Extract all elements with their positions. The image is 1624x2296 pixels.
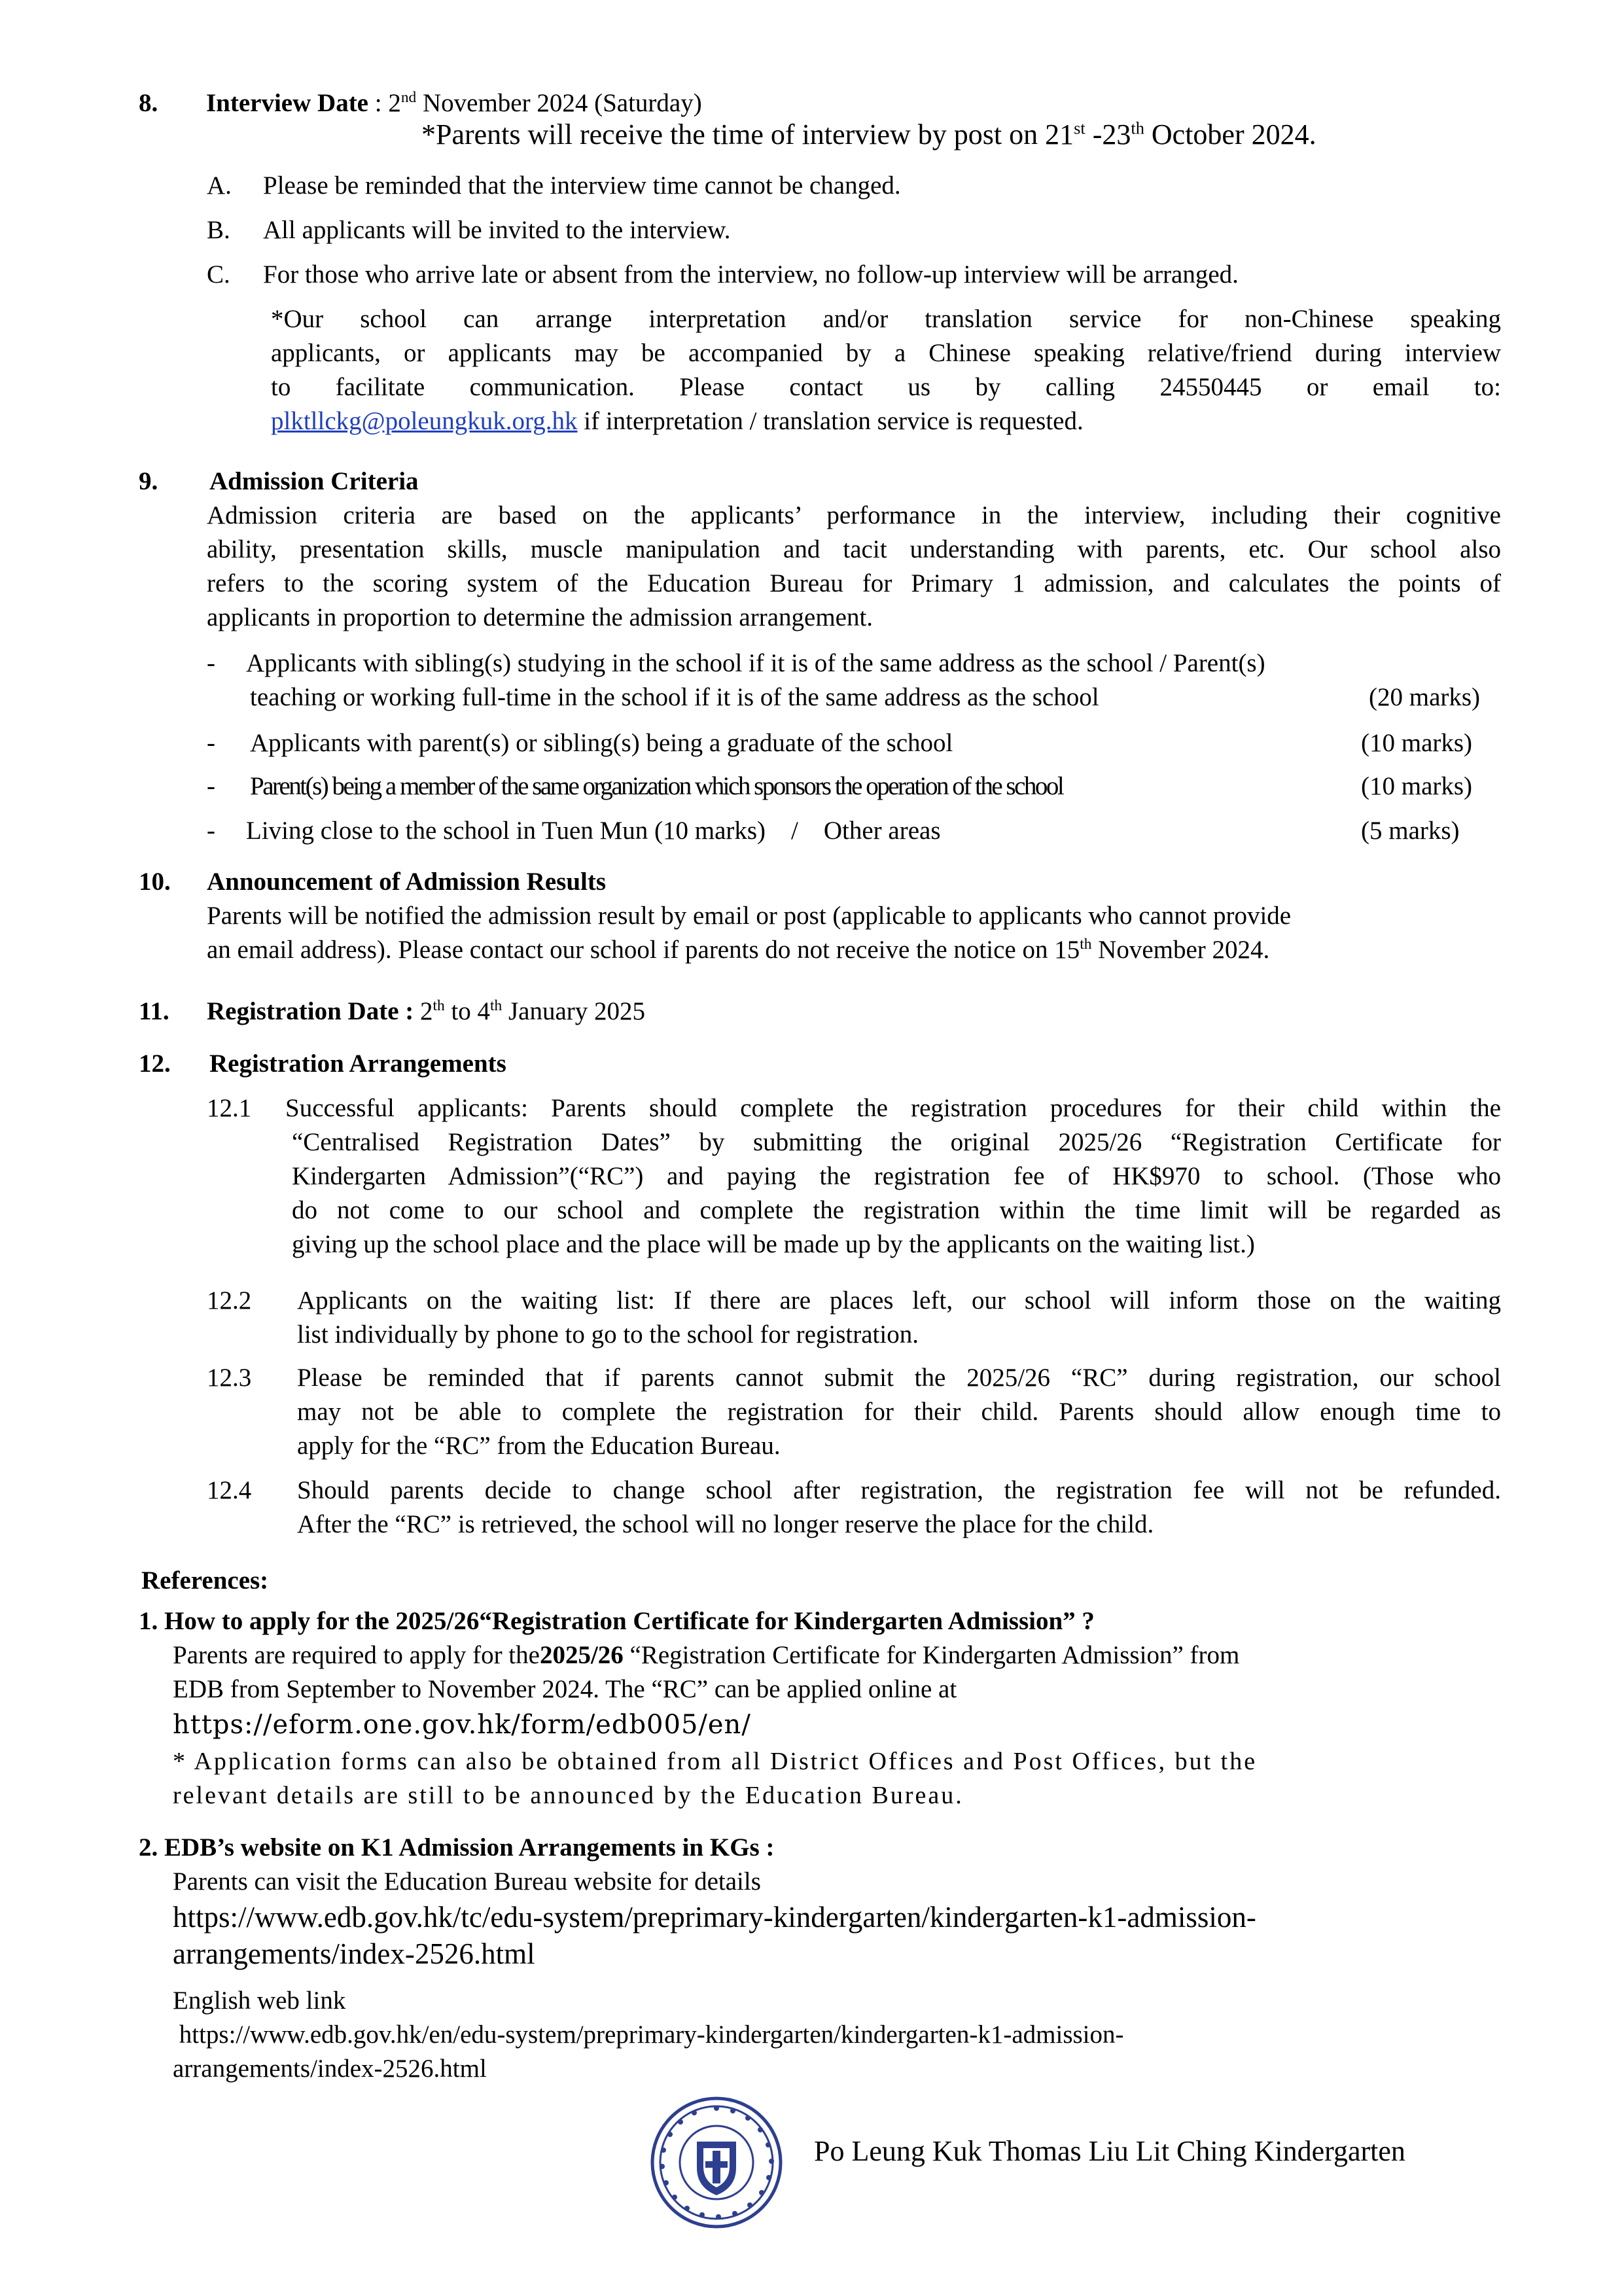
section-number: 9. <box>139 467 158 495</box>
section-registration-date <box>139 995 1500 1034</box>
english-link-label: English web link <box>173 1987 346 2015</box>
registration-date-label: Registration Date : <box>207 997 414 1025</box>
list-dash: - <box>207 772 215 800</box>
arrangement-line: list individually by phone to go to the school for registration. <box>297 1320 919 1349</box>
ordinal-suffix: st <box>1074 118 1086 138</box>
intro-line: ability, presentation skills, muscle manipulation and tacit understanding with parents, etc. Our school also <box>207 535 1501 563</box>
arrangement-line: Should parents decide to change school after registration, the registration fee will not be refunded. <box>297 1476 1501 1504</box>
registration-date-text: January 2025 <box>502 997 646 1025</box>
colon: : <box>368 89 389 117</box>
criteria-item-organization <box>207 769 1063 804</box>
note-tail: if interpretation / translation service is requested. <box>577 407 1084 435</box>
ordinal-suffix: th <box>490 997 503 1014</box>
rc-application-url[interactable]: https://eform.one.gov.hk/form/edb005/en/ <box>173 1710 751 1740</box>
criteria-text: teaching or working full-time in the school if it is of the same address as the school <box>250 683 1099 711</box>
section-interview <box>139 86 1500 453</box>
item-letter: C. <box>207 260 230 289</box>
criteria-marks: (10 marks) <box>1361 729 1473 757</box>
item-number: 12.2 <box>207 1286 252 1315</box>
interview-item-b <box>207 213 731 247</box>
section-registration-arrangements <box>139 1047 1500 1544</box>
admission-results-heading: Announcement of Admission Results <box>207 868 607 896</box>
reference-1-note: * Application forms can also be obtained from all District Offices and Post Offices, but the <box>173 1748 1258 1775</box>
section-number: 10. <box>139 868 171 896</box>
interview-date-rest: November 2024 (Saturday) <box>416 89 702 117</box>
item-text: All applicants will be invited to the interview. <box>263 216 731 244</box>
results-line: Parents will be notified the admission result by email or post (applicable to applicants who cannot provide <box>207 902 1292 930</box>
reference-2-intro: Parents can visit the Education Bureau website for details <box>173 1867 761 1896</box>
reference-1-line: EDB from September to November 2024. The “RC” can be applied online at <box>173 1675 957 1703</box>
intro-line: refers to the scoring system of the Education Bureau for Primary 1 admission, and calculates the points of <box>207 569 1501 597</box>
interpretation-note <box>271 302 1501 438</box>
arrangement-item-12-4 <box>297 1474 1501 1542</box>
criteria-item-living-close <box>207 814 941 848</box>
edb-en-url[interactable]: arrangements/index-2526.html <box>173 2055 487 2083</box>
reference-2-title: 2. EDB’s website on K1 Admission Arrangements in KGs : <box>139 1833 775 1862</box>
interview-notice <box>421 118 1316 152</box>
criteria-text: Parent(s) being a member of the same organization which sponsors the operation of the school <box>250 772 1063 800</box>
interview-day: 2 <box>388 89 401 117</box>
item-text: For those who arrive late or absent from the interview, no follow-up interview will be arranged. <box>263 260 1239 289</box>
item-text: Please be reminded that the interview time cannot be changed. <box>263 171 901 200</box>
reference-1-line <box>173 1638 1239 1672</box>
arrangement-line: Successful applicants: Parents should complete the registration procedures for their child within the <box>285 1094 1501 1122</box>
note-line: *Our school can arrange interpretation and/or translation service for non-Chinese speaking <box>271 305 1501 333</box>
interview-item-c <box>207 258 1239 292</box>
registration-date-line <box>207 995 645 1029</box>
reference-1-title: 1. How to apply for the 2025/26“Registration Certificate for Kindergarten Admission” ? <box>139 1607 1095 1635</box>
section-admission-criteria <box>139 465 1500 864</box>
criteria-marks: (20 marks) <box>1369 683 1481 711</box>
criteria-item-graduate <box>207 726 953 760</box>
item-letter: A. <box>207 171 232 200</box>
criteria-text: Living close to the school in Tuen Mun (10 marks) / Other areas <box>246 817 941 845</box>
admission-criteria-heading: Admission Criteria <box>209 467 419 495</box>
arrangement-line: do not come to our school and complete the registration within the time limit will be regarded as <box>292 1196 1501 1224</box>
interview-date-label: Interview Date <box>206 89 368 117</box>
ordinal-suffix: th <box>432 997 445 1014</box>
results-line <box>207 933 1269 967</box>
arrangement-line: giving up the school place and the place will be made up by the applicants on the waiting list.) <box>292 1230 1255 1258</box>
edb-tc-url[interactable]: arrangements/index-2526.html <box>173 1937 535 1970</box>
registration-date-text: 2 <box>414 997 433 1025</box>
criteria-marks: (10 marks) <box>1361 772 1473 800</box>
results-text: November 2024. <box>1091 936 1270 964</box>
notice-text: -23 <box>1085 118 1131 150</box>
reference-1-note: relevant details are still to be announced by the Education Bureau. <box>173 1782 964 1809</box>
section-admission-results <box>139 865 1500 976</box>
note-line <box>271 404 1501 438</box>
notice-text: October 2024. <box>1144 118 1316 150</box>
item-number: 12.1 <box>207 1094 252 1122</box>
criteria-text: Applicants with parent(s) or sibling(s) being a graduate of the school <box>250 729 953 757</box>
registration-arrangements-heading: Registration Arrangements <box>209 1050 506 1078</box>
admission-criteria-intro <box>207 499 1501 635</box>
ordinal-suffix: th <box>1131 118 1144 138</box>
references-heading: References: <box>141 1566 269 1595</box>
arrangement-item-12-2 <box>297 1284 1501 1352</box>
arrangement-item-12-3 <box>297 1361 1501 1463</box>
item-letter: B. <box>207 216 230 244</box>
arrangement-line: apply for the “RC” from the Education Bureau. <box>297 1432 781 1460</box>
registration-date-text: to 4 <box>444 997 491 1025</box>
item-number: 12.3 <box>207 1364 252 1392</box>
section-references <box>139 1564 1500 2087</box>
intro-line: applicants in proportion to determine the admission arrangement. <box>207 603 874 631</box>
arrangement-line: may not be able to complete the registration for their child. Parents should allow enough time to <box>297 1398 1501 1426</box>
list-dash: - <box>207 817 215 845</box>
reference-bold-text: 2025/26 <box>539 1641 624 1669</box>
reference-text: Parents are required to apply for the <box>173 1641 540 1669</box>
edb-tc-url[interactable]: https://www.edb.gov.hk/tc/edu-system/preprimary-kindergarten/kindergarten-k1-admission- <box>173 1901 1256 1934</box>
note-line: applicants, or applicants may be accompanied by a Chinese speaking relative/friend during interview <box>271 339 1501 367</box>
arrangement-line: Applicants on the waiting list: If there are places left, our school will inform those on the waiting <box>297 1286 1501 1315</box>
item-number: 12.4 <box>207 1476 252 1504</box>
note-line: to facilitate communication. Please contact us by calling 24550445 or email to: <box>271 373 1501 401</box>
school-seal-logo-icon <box>648 2091 785 2234</box>
criteria-item-sibling <box>207 646 1265 680</box>
interview-item-a <box>207 169 901 203</box>
interview-date-line <box>206 86 702 120</box>
results-text: an email address). Please contact our school if parents do not receive the notice on 15 <box>207 936 1080 964</box>
edb-en-url[interactable]: https://www.edb.gov.hk/en/edu-system/preprimary-kindergarten/kindergarten-k1-admission- <box>173 2021 1124 2049</box>
section-number: 11. <box>139 997 169 1025</box>
section-number: 8. <box>139 89 158 117</box>
criteria-text: Applicants with sibling(s) studying in the school if it is of the same address as the school / Parent(s) <box>246 649 1265 677</box>
arrangement-line: “Centralised Registration Dates” by submitting the original 2025/26 “Registration Certificate for <box>292 1128 1501 1156</box>
intro-line: Admission criteria are based on the applicants’ performance in the interview, including their cognitive <box>207 501 1501 529</box>
list-dash: - <box>207 649 215 677</box>
reference-text: “Registration Certificate for Kindergarten Admission” from <box>623 1641 1240 1669</box>
ordinal-suffix: nd <box>400 89 417 106</box>
section-number: 12. <box>139 1050 171 1078</box>
notice-text: *Parents will receive the time of interview by post on 21 <box>421 118 1074 150</box>
arrangement-line: Kindergarten Admission”(“RC”) and paying the registration fee of HK$970 to school. (Those who <box>292 1162 1501 1190</box>
arrangement-line: After the “RC” is retrieved, the school will no longer reserve the place for the child. <box>297 1510 1154 1538</box>
criteria-marks: (5 marks) <box>1361 817 1460 845</box>
school-email-link[interactable]: plktllckg@poleungkuk.org.hk <box>271 407 578 435</box>
school-name-footer: Po Leung Kuk Thomas Liu Lit Ching Kindergarten <box>814 2135 1405 2167</box>
list-dash: - <box>207 729 215 757</box>
arrangement-item-12-1 <box>285 1091 1501 1262</box>
arrangement-line: Please be reminded that if parents cannot submit the 2025/26 “RC” during registration, our school <box>297 1364 1501 1392</box>
ordinal-suffix: th <box>1080 936 1092 953</box>
